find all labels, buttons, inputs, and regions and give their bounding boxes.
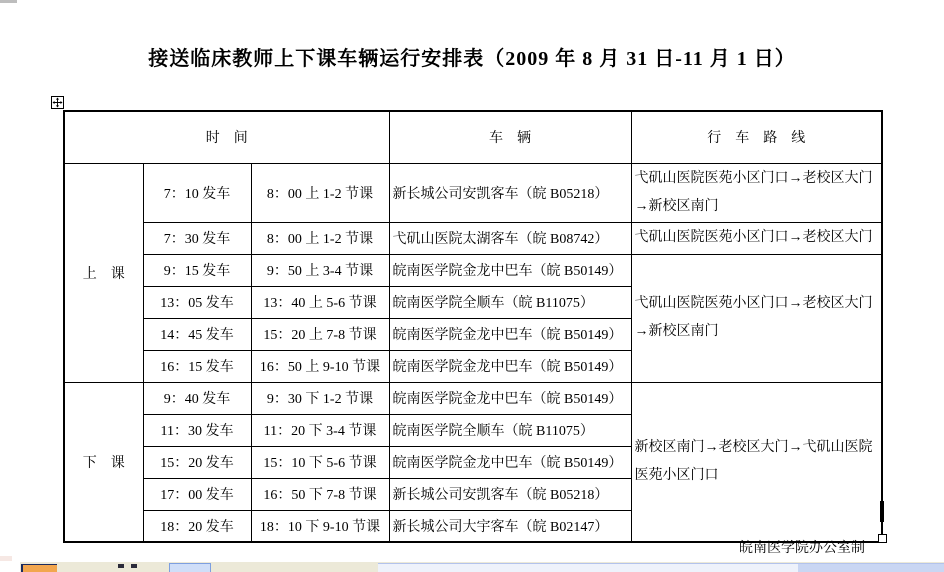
depart-time-cell[interactable]: 9：40 发车: [143, 382, 251, 414]
vehicle-cell[interactable]: 皖南医学院全顺车（皖 B11075）: [389, 286, 631, 318]
move-icon: [52, 97, 63, 108]
taskbar-glyph-dot: [131, 564, 137, 568]
depart-time-cell[interactable]: 14：45 发车: [143, 318, 251, 350]
lesson-time-cell[interactable]: 13：40 上 5-6 节课: [251, 286, 389, 318]
header-vehicle[interactable]: 车 辆: [389, 111, 631, 163]
taskbar-glyph-dot: [118, 564, 124, 568]
lesson-time-cell[interactable]: 9：30 下 1-2 节课: [251, 382, 389, 414]
page-title: 接送临床教师上下课车辆运行安排表（2009 年 8 月 31 日-11 月 1 日）: [148, 48, 796, 70]
table-move-handle[interactable]: [51, 96, 64, 109]
taskbar-left-gap: [0, 562, 20, 572]
table-row: [64, 382, 882, 414]
vehicle-cell[interactable]: 皖南医学院全顺车（皖 B11075）: [389, 414, 631, 446]
table-row: [64, 163, 882, 222]
header-time[interactable]: 时 间: [64, 111, 389, 163]
route-cell-merged[interactable]: 新校区南门→老校区大门→弋矶山医院医苑小区门口: [631, 382, 882, 542]
depart-time-cell[interactable]: 18：20 发车: [143, 510, 251, 542]
depart-time-cell[interactable]: 7：10 发车: [143, 163, 251, 222]
taskbar-window-button[interactable]: [378, 563, 798, 572]
vehicle-cell[interactable]: 新长城公司大宇客车（皖 B02147）: [389, 510, 631, 542]
route-cell[interactable]: 弋矶山医院医苑小区门口→老校区大门: [631, 222, 882, 254]
depart-time-cell[interactable]: 7：30 发车: [143, 222, 251, 254]
vehicle-cell[interactable]: 皖南医学院金龙中巴车（皖 B50149）: [389, 318, 631, 350]
lesson-time-cell[interactable]: 8：00 上 1-2 节课: [251, 222, 389, 254]
table-row: [64, 254, 882, 286]
route-cell[interactable]: 弋矶山医院医苑小区门口→老校区大门→新校区南门: [631, 163, 882, 222]
lesson-time-cell[interactable]: 16：50 下 7-8 节课: [251, 478, 389, 510]
lesson-time-cell[interactable]: 11：20 下 3-4 节课: [251, 414, 389, 446]
window-corner-fragment: [0, 0, 17, 3]
vehicle-cell[interactable]: 弋矶山医院太湖客车（皖 B08742）: [389, 222, 631, 254]
lesson-time-cell[interactable]: 9：50 上 3-4 节课: [251, 254, 389, 286]
header-route[interactable]: 行 车 路 线: [631, 111, 882, 163]
lesson-time-cell[interactable]: 15：10 下 5-6 节课: [251, 446, 389, 478]
depart-time-cell[interactable]: 9：15 发车: [143, 254, 251, 286]
depart-time-cell[interactable]: 15：20 发车: [143, 446, 251, 478]
vehicle-cell[interactable]: 新长城公司安凯客车（皖 B05218）: [389, 478, 631, 510]
footer-credit: 皖南医学院办公室制: [739, 541, 865, 556]
orange-app-icon[interactable]: [21, 564, 57, 572]
vehicle-cell[interactable]: 皖南医学院金龙中巴车（皖 B50149）: [389, 254, 631, 286]
lesson-time-cell[interactable]: 16：50 上 9-10 节课: [251, 350, 389, 382]
lesson-time-cell[interactable]: 8：00 上 1-2 节课: [251, 163, 389, 222]
depart-time-cell[interactable]: 11：30 发车: [143, 414, 251, 446]
vehicle-cell[interactable]: 皖南医学院金龙中巴车（皖 B50149）: [389, 382, 631, 414]
lesson-time-cell[interactable]: 15：20 上 7-8 节课: [251, 318, 389, 350]
depart-time-cell[interactable]: 17：00 发车: [143, 478, 251, 510]
taskbar-sliver: [0, 562, 944, 572]
vehicle-cell[interactable]: 皖南医学院金龙中巴车（皖 B50149）: [389, 446, 631, 478]
vehicle-cell[interactable]: 新长城公司安凯客车（皖 B05218）: [389, 163, 631, 222]
depart-time-cell[interactable]: 16：15 发车: [143, 350, 251, 382]
table-row: [64, 222, 882, 254]
section-label-shangke[interactable]: 上 课: [64, 163, 143, 382]
route-cell-merged[interactable]: 弋矶山医院医苑小区门口→老校区大门→新校区南门: [631, 254, 882, 382]
lesson-time-cell[interactable]: 18：10 下 9-10 节课: [251, 510, 389, 542]
quick-launch-button[interactable]: [169, 563, 211, 572]
vehicle-cell[interactable]: 皖南医学院金龙中巴车（皖 B50149）: [389, 350, 631, 382]
depart-time-cell[interactable]: 13：05 发车: [143, 286, 251, 318]
bus-schedule-table: [63, 110, 883, 543]
taskbar-window-button-active[interactable]: [798, 563, 944, 572]
table-resize-handle[interactable]: [878, 534, 887, 543]
text-cursor: [880, 501, 884, 522]
table-header-row: [64, 111, 882, 163]
section-label-xiake[interactable]: 下 课: [64, 382, 143, 542]
taskbar-icon-fragment: [0, 556, 12, 561]
